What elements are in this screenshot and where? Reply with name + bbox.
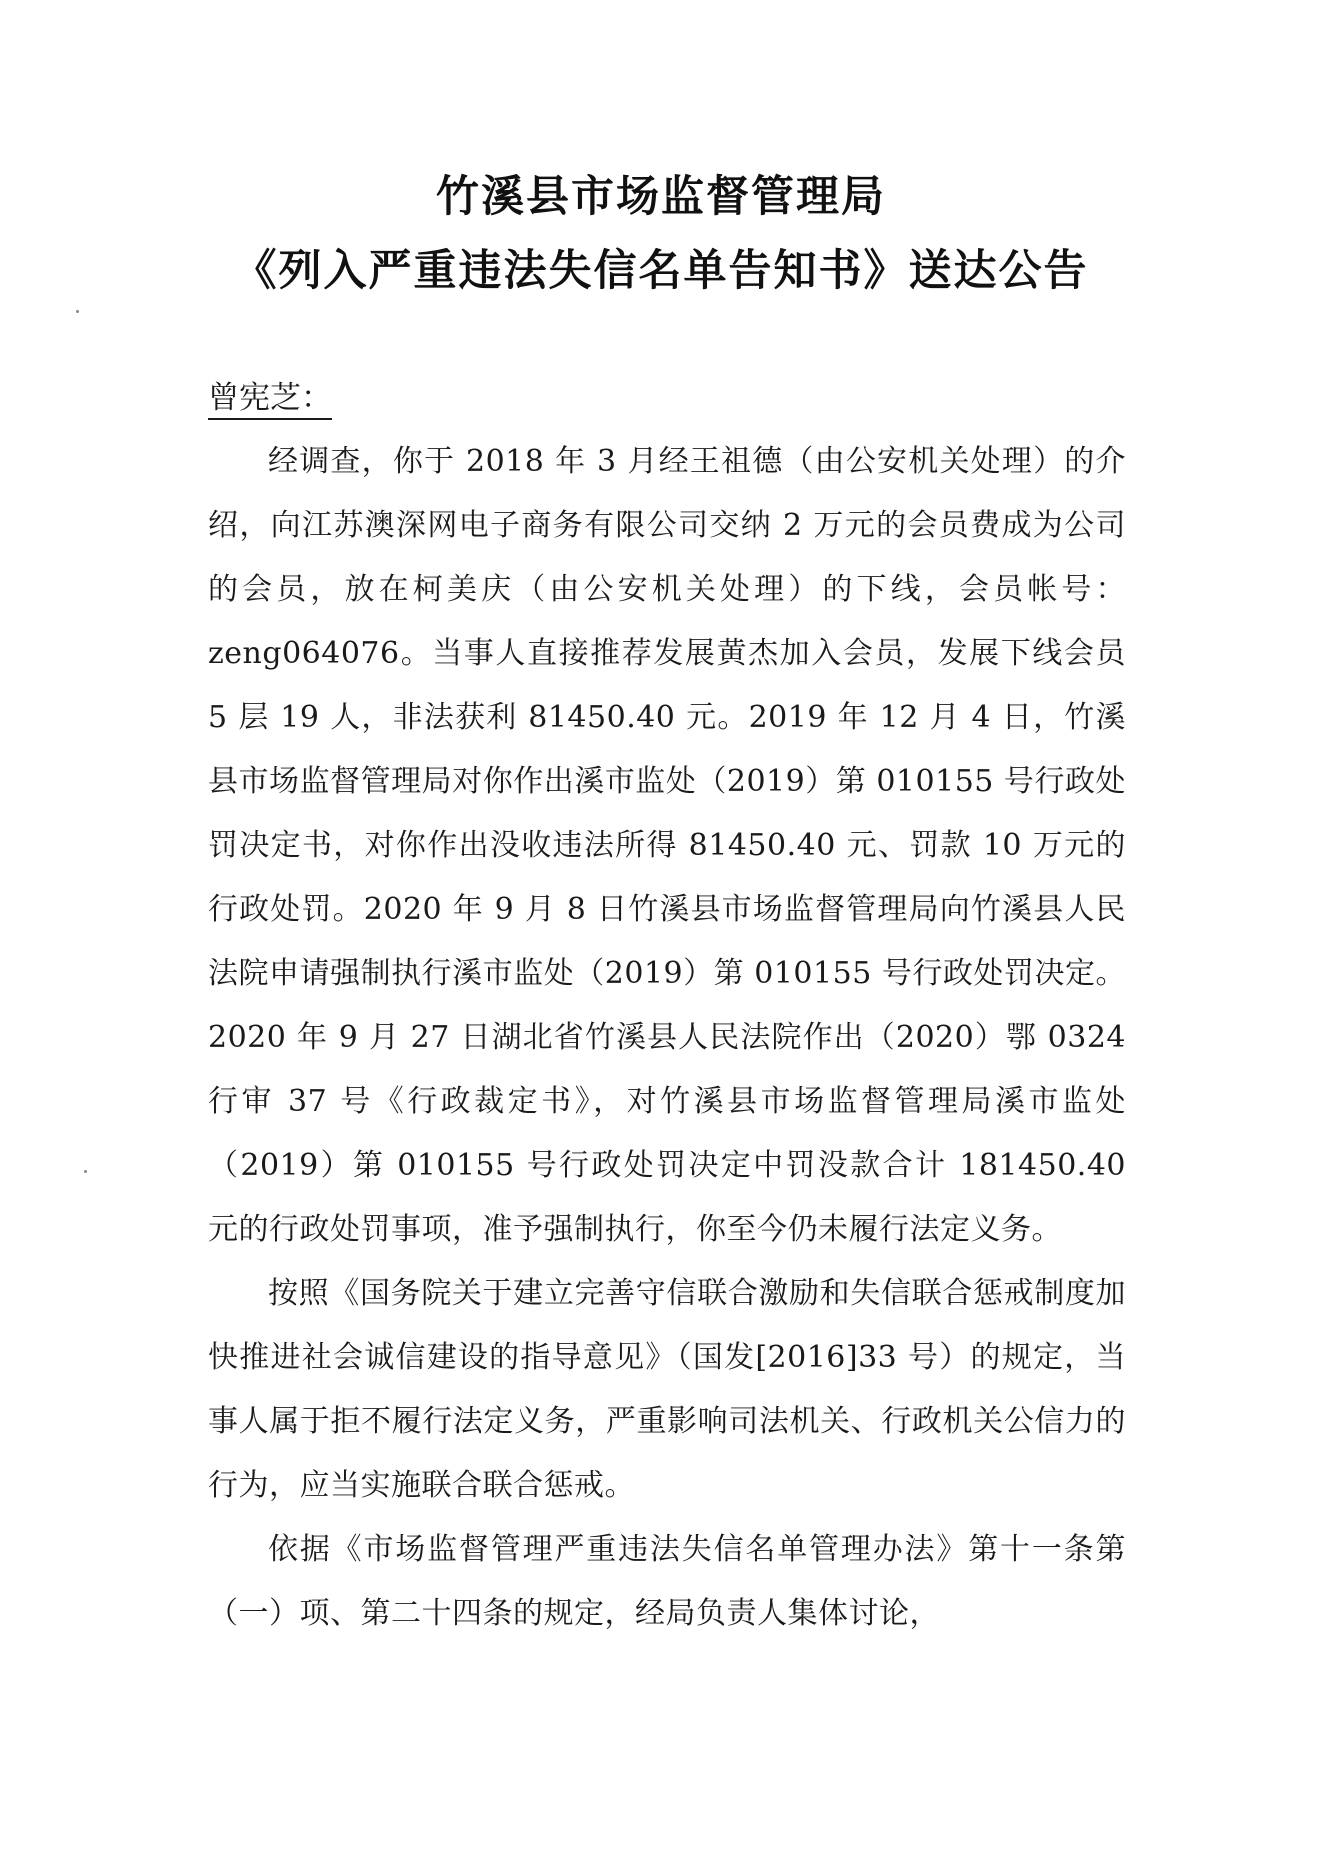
- paragraph-decision-basis: 依据《市场监督管理严重违法失信名单管理办法》第十一条第（一）项、第二十四条的规定，经局负责人集体讨论，: [208, 1532, 1126, 1631]
- scan-speck: [84, 1170, 87, 1173]
- title-line-notice: 《列入严重违法失信名单告知书》送达公告: [233, 246, 1089, 296]
- document-title: [200, 160, 1122, 308]
- addressee-name: 曾宪芝：: [208, 380, 332, 420]
- addressee: [208, 366, 1126, 430]
- scan-speck: [76, 310, 79, 313]
- paragraph-investigation: 经调查，你于 2018 年 3 月经王祖德（由公安机关处理）的介绍，向江苏澳深网电子商务有限公司交纳 2 万元的会员费成为公司的会员，放在柯美庆（由公安机关处理）的下线，会员帐号：zeng064076。当事人直接推荐发展黄杰加入会员，发展下线会员 5 层 19 人，非法获利 81450.40 元。2019 年 12 月 4 日，竹溪县市场监督管理局对你作出溪市监处（2019）第 010155 号行政处罚决定书，对你作出没收违法所得 81450.40 元、罚款 10 万元的行政处罚。2020 年 9 月 8 日竹溪县市场监督管理局向竹溪县人民法院申请强制执行溪市监处（2019）第 010155 号行政处罚决定。2020 年 9 月 27 日湖北省竹溪县人民法院作出（2020）鄂 0324 行审 37 号《行政裁定书》，对竹溪县市场监督管理局溪市监处（2019）第 010155 号行政处罚决定中罚没款合计 181450.40 元的行政处罚事项，准予强制执行，你至今仍未履行法定义务。: [208, 444, 1126, 1247]
- title-line-agency: 竹溪县市场监督管理局: [436, 172, 886, 222]
- document-body: [208, 366, 1126, 1646]
- paragraph-legal-basis: 按照《国务院关于建立完善守信联合激励和失信联合惩戒制度加快推进社会诚信建设的指导意见》（国发[2016]33 号）的规定，当事人属于拒不履行法定义务，严重影响司法机关、行政机关公信力的行为，应当实施联合联合惩戒。: [208, 1276, 1126, 1503]
